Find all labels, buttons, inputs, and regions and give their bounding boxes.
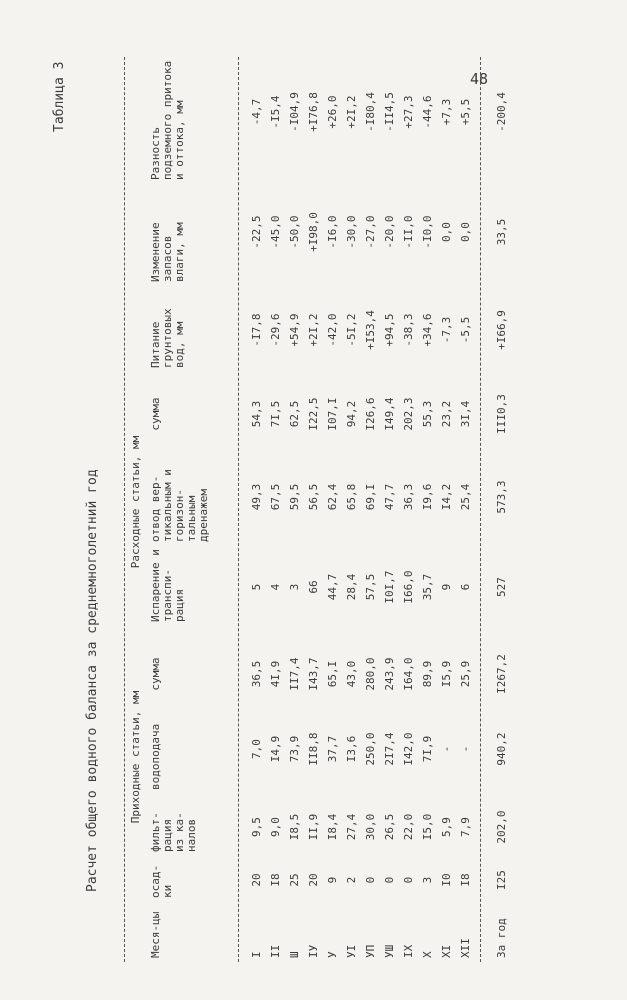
- table-cell: +26,0: [326, 95, 339, 129]
- table-cell: 2: [345, 876, 358, 884]
- header-outgo-group: Расходные статьи, мм: [129, 435, 142, 569]
- table-cell: -5I,2: [345, 313, 358, 347]
- table-cell: УП: [364, 944, 377, 958]
- table-cell: -II,0: [402, 215, 415, 249]
- header-income-sum: сумма: [149, 657, 162, 691]
- table-cell: За год: [495, 918, 508, 958]
- table-cell: X: [421, 951, 434, 958]
- table-cell: 2I7,4: [383, 732, 396, 766]
- table-cell: I43,7: [307, 657, 320, 691]
- table-cell: XI: [440, 944, 453, 958]
- table-cell: 89,9: [421, 660, 434, 688]
- table-cell: I8,5: [288, 813, 301, 841]
- header-outgo-sum: сумма: [149, 397, 162, 431]
- table-cell: 5: [250, 583, 263, 591]
- table-cell: 5,9: [440, 817, 453, 837]
- table-cell: 7I,9: [421, 735, 434, 763]
- table-cell: 47,7: [383, 483, 396, 511]
- table-cell: I8,4: [326, 813, 339, 841]
- table-cell: -29,6: [269, 313, 282, 347]
- table-cell: +54,9: [288, 313, 301, 347]
- rule-total: [480, 57, 481, 962]
- page-number: 48: [470, 70, 489, 88]
- table-cell: 250,0: [364, 732, 377, 766]
- table-cell: +2I,2: [345, 95, 358, 129]
- table-cell: 67,5: [269, 483, 282, 511]
- table-cell: -: [440, 745, 453, 753]
- table-cell: +I76,8: [307, 92, 320, 132]
- table-cell: 66: [307, 580, 320, 594]
- table-cell: -I7,8: [250, 313, 263, 347]
- table-cell: +I98,0: [307, 212, 320, 252]
- table-cell: 94,2: [345, 400, 358, 428]
- table-cell: 4I,9: [269, 660, 282, 688]
- table-cell: -42,0: [326, 313, 339, 347]
- table-cell: -I0,0: [421, 215, 434, 249]
- table-cell: -4,7: [250, 98, 263, 126]
- table-cell: 35,7: [421, 573, 434, 601]
- table-cell: -22,5: [250, 215, 263, 249]
- table-label: Таблица 3: [52, 61, 67, 132]
- table-cell: -200,4: [495, 92, 508, 132]
- table-cell: -5,5: [459, 316, 472, 344]
- table-cell: 20: [307, 873, 320, 887]
- table-cell: 7,9: [459, 817, 472, 837]
- table-cell: Ш: [288, 951, 301, 958]
- table-cell: +27,3: [402, 95, 415, 129]
- table-cell: 30,0: [364, 813, 377, 841]
- table-cell: -20,0: [383, 215, 396, 249]
- table-cell: 6: [459, 583, 472, 591]
- table-cell: 49,3: [250, 483, 263, 511]
- table-cell: 527: [495, 577, 508, 597]
- header-month: Меся-цы: [149, 911, 162, 958]
- table-cell: II7,4: [288, 657, 301, 691]
- table-cell: 0: [402, 876, 415, 884]
- table-cell: I: [250, 951, 263, 958]
- table-cell: I25: [495, 870, 508, 890]
- table-cell: -27,0: [364, 215, 377, 249]
- table-cell: 3I,4: [459, 400, 472, 428]
- table-cell: 28,4: [345, 573, 358, 601]
- table-cell: IУ: [307, 944, 320, 958]
- table-cell: II,9: [307, 813, 320, 841]
- table-cell: УI: [345, 944, 358, 958]
- table-title: Расчет общего водного баланса за среднемноголетний год: [85, 469, 100, 892]
- table-cell: I26,6: [364, 397, 377, 431]
- table-cell: -7,3: [440, 316, 453, 344]
- table-cell: III0,3: [495, 394, 508, 434]
- table-cell: 59,5: [288, 483, 301, 511]
- table-cell: +I66,9: [495, 310, 508, 350]
- table-cell: 23,2: [440, 400, 453, 428]
- table-cell: I8: [269, 873, 282, 887]
- table-cell: 69,I: [364, 483, 377, 511]
- header-water-supply: водоподача: [149, 723, 162, 790]
- table-cell: 0,0: [440, 222, 453, 242]
- table-cell: I4,2: [440, 483, 453, 511]
- table-cell: I4,9: [269, 735, 282, 763]
- header-evap: Испарение и транспи-рация: [149, 549, 186, 622]
- table-cell: I3,6: [345, 735, 358, 763]
- table-cell: 3: [288, 583, 301, 591]
- table-cell: 36,5: [250, 660, 263, 688]
- table-cell: 54,3: [250, 400, 263, 428]
- table-cell: -I04,9: [288, 92, 301, 132]
- table-cell: I22,5: [307, 397, 320, 431]
- table-cell: -30,0: [345, 215, 358, 249]
- table-cell: 202,3: [402, 397, 415, 431]
- table-cell: 573,3: [495, 480, 508, 514]
- rule-top: [124, 57, 125, 962]
- table-cell: XII: [459, 938, 472, 958]
- table-cell: I5,0: [421, 813, 434, 841]
- table-cell: У: [326, 951, 339, 958]
- table-cell: УШ: [383, 944, 396, 958]
- table-cell: -I6,0: [326, 215, 339, 249]
- table-cell: 73,9: [288, 735, 301, 763]
- table-cell: 7I,5: [269, 400, 282, 428]
- table-cell: 940,2: [495, 732, 508, 766]
- table-cell: 4: [269, 583, 282, 591]
- table-cell: 62,4: [326, 483, 339, 511]
- table-cell: +2I,2: [307, 313, 320, 347]
- table-cell: I66,0: [402, 570, 415, 604]
- rule-header: [238, 57, 239, 962]
- header-diff: Разность подземного притока и оттока, мм: [149, 60, 186, 180]
- table-cell: II: [269, 944, 282, 958]
- table-cell: I64,0: [402, 657, 415, 691]
- table-cell: 26,5: [383, 813, 396, 841]
- table-cell: -I5,4: [269, 95, 282, 129]
- table-cell: I42,0: [402, 732, 415, 766]
- header-income-group: Приходные статьи, мм: [129, 690, 142, 824]
- table-cell: -38,3: [402, 313, 415, 347]
- table-cell: I5,9: [440, 660, 453, 688]
- table-cell: 37,7: [326, 735, 339, 763]
- table-cell: 202,0: [495, 810, 508, 844]
- table-cell: 44,7: [326, 573, 339, 601]
- table-cell: 43,0: [345, 660, 358, 688]
- table-cell: 65,8: [345, 483, 358, 511]
- table-cell: 56,5: [307, 483, 320, 511]
- table-cell: 33,5: [495, 218, 508, 246]
- table-cell: I07,I: [326, 397, 339, 431]
- table-cell: +94,5: [383, 313, 396, 347]
- table-cell: -50,0: [288, 215, 301, 249]
- table-cell: 9,5: [250, 817, 263, 837]
- table-cell: 0: [364, 876, 377, 884]
- table-cell: 20: [250, 873, 263, 887]
- table-cell: I267,2: [495, 654, 508, 694]
- table-cell: 62,5: [288, 400, 301, 428]
- table-cell: I9,6: [421, 483, 434, 511]
- table-cell: 57,5: [364, 573, 377, 601]
- table-cell: I0: [440, 873, 453, 887]
- table-cell: 36,3: [402, 483, 415, 511]
- table-cell: 3: [421, 876, 434, 884]
- table-cell: 25: [288, 873, 301, 887]
- table-cell: +5,5: [459, 98, 472, 126]
- table-cell: 22,0: [402, 813, 415, 841]
- table-cell: -45,0: [269, 215, 282, 249]
- table-cell: +34,6: [421, 313, 434, 347]
- table-cell: 9: [440, 583, 453, 591]
- rotated-table-block: [40, 37, 545, 972]
- table-cell: -I80,4: [364, 92, 377, 132]
- table-cell: -44,6: [421, 95, 434, 129]
- header-drain: отвод вер-тикальным и горизон-тальным дренажем: [149, 469, 210, 542]
- header-filtration: фильт-рация из ка-налов: [149, 812, 198, 852]
- table-cell: I49,4: [383, 397, 396, 431]
- table-cell: 243,9: [383, 657, 396, 691]
- table-cell: 27,4: [345, 813, 358, 841]
- header-storage: Изменение запасов влаги, мм: [149, 222, 186, 282]
- table-cell: 9: [326, 876, 339, 884]
- table-cell: 25,4: [459, 483, 472, 511]
- table-cell: I0I,7: [383, 570, 396, 604]
- table-cell: -: [459, 745, 472, 753]
- table-cell: 7,0: [250, 739, 263, 759]
- table-cell: +7,3: [440, 98, 453, 126]
- table-cell: 0,0: [459, 222, 472, 242]
- table-cell: IX: [402, 944, 415, 958]
- header-precip: осад-ки: [149, 864, 174, 898]
- table-cell: 280,0: [364, 657, 377, 691]
- table-cell: 55,3: [421, 400, 434, 428]
- table-cell: -II4,5: [383, 92, 396, 132]
- table-cell: 25,9: [459, 660, 472, 688]
- table-cell: 0: [383, 876, 396, 884]
- table-cell: 9,0: [269, 817, 282, 837]
- table-cell: +I53,4: [364, 310, 377, 350]
- table-cell: I8: [459, 873, 472, 887]
- table-cell: 65,I: [326, 660, 339, 688]
- table-cell: II8,8: [307, 732, 320, 766]
- header-gw-feed: Питание грунтовых вод, мм: [149, 308, 186, 368]
